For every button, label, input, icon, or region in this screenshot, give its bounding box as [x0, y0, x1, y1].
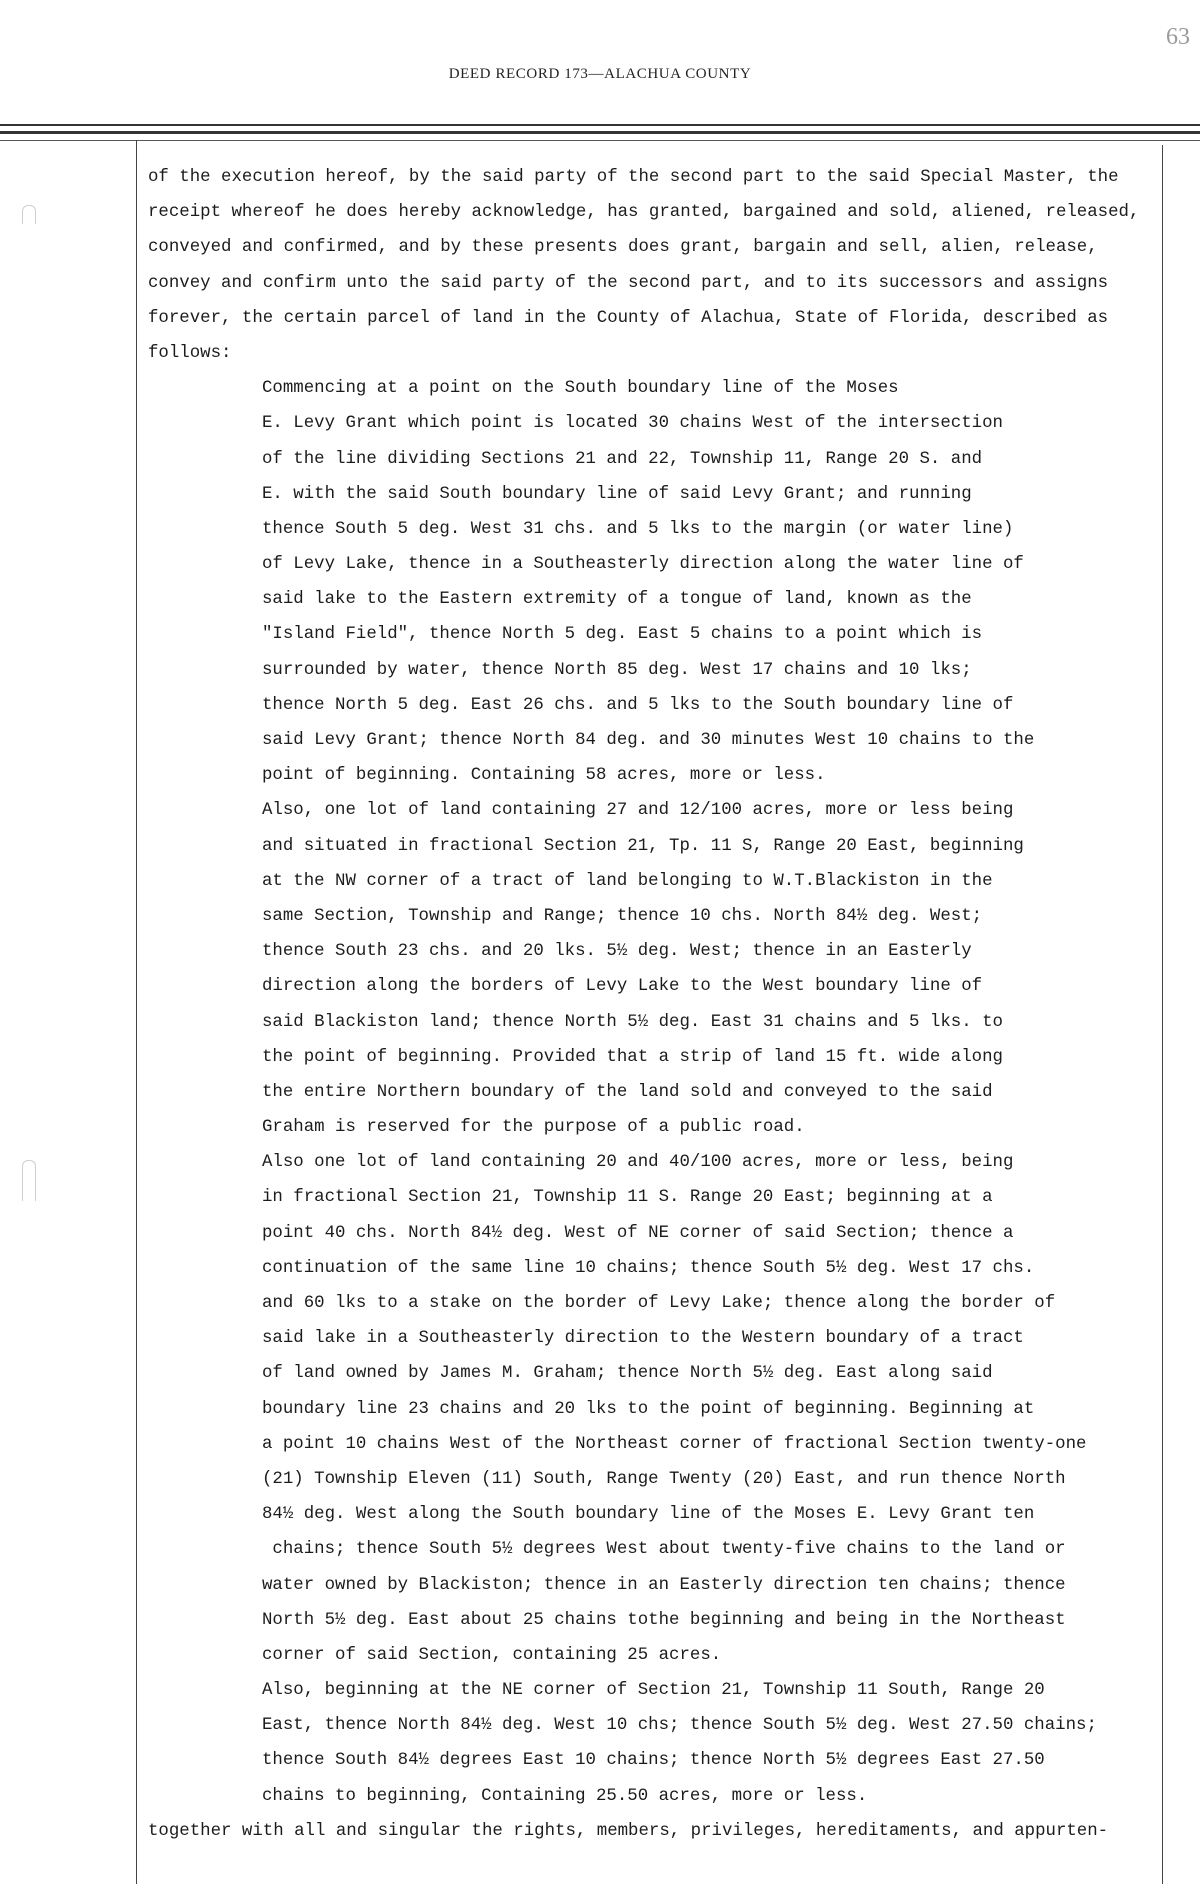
text-line: thence North 5 deg. East 26 chs. and 5 lks to the South boundary line of — [262, 695, 1014, 715]
text-line: said lake in a Southeasterly direction to the Western boundary of a tract — [262, 1329, 1024, 1349]
text-line: forever, the certain parcel of land in the County of Alachua, State of Florida, described as — [148, 308, 1109, 328]
text-line: of land owned by James M. Graham; thence North 5½ deg. East along said — [262, 1364, 993, 1384]
text-line: of the line dividing Sections 21 and 22, Township 11, Range 20 S. and — [262, 449, 983, 469]
text-line: Also one lot of land containing 20 and 40/100 acres, more or less, being — [262, 1153, 1014, 1173]
text-line: a point 10 chains West of the Northeast corner of fractional Section twenty-one — [262, 1434, 1087, 1454]
text-line: point 40 chs. North 84½ deg. West of NE corner of said Section; thence a — [262, 1223, 1014, 1243]
text-line: (21) Township Eleven (11) South, Range Twenty (20) East, and run thence North — [262, 1469, 1066, 1489]
text-line: E. Levy Grant which point is located 30 chains West of the intersection — [262, 414, 1003, 434]
text-line: 84½ deg. West along the South boundary line of the Moses E. Levy Grant ten — [262, 1505, 1035, 1525]
text-line: the entire Northern boundary of the land sold and conveyed to the said — [262, 1082, 993, 1102]
header-rule — [0, 124, 1200, 126]
text-line: convey and confirm unto the said party of the second part, and to its successors and assigns — [148, 273, 1109, 293]
text-line: said lake to the Eastern extremity of a tongue of land, known as the — [262, 590, 972, 610]
text-line: corner of said Section, containing 25 acres. — [262, 1645, 722, 1665]
page-header: DEED RECORD 173—ALACHUA COUNTY — [448, 66, 752, 82]
text-line: of Levy Lake, thence in a Southeasterly direction along the water line of — [262, 555, 1024, 575]
text-line: the point of beginning. Provided that a strip of land 15 ft. wide along — [262, 1047, 1003, 1067]
text-line: Also, beginning at the NE corner of Section 21, Township 11 South, Range 20 — [262, 1681, 1045, 1701]
text-line: East, thence North 84½ deg. West 10 chs; thence South 5½ deg. West 27.50 chains; — [262, 1716, 1097, 1736]
binding-hole-mark — [22, 205, 36, 224]
text-line: said Levy Grant; thence North 84 deg. and 30 minutes West 10 chains to the — [262, 731, 1035, 750]
text-line: North 5½ deg. East about 25 chains tothe beginning and being in the Northeast — [262, 1610, 1066, 1630]
text-line: thence South 23 chs. and 20 lks. 5½ deg. West; thence in an Easterly — [262, 942, 972, 962]
text-line: same Section, Township and Range; thence 10 chs. North 84½ deg. West; — [262, 906, 983, 926]
text-line: point of beginning. Containing 58 acres, more or less. — [262, 766, 826, 786]
text-line: Graham is reserved for the purpose of a public road. — [262, 1118, 805, 1138]
text-line: thence South 5 deg. West 31 chs. and 5 lks to the margin (or water line) — [262, 519, 1014, 539]
closing-line: together with all and singular the rights, members, privileges, hereditaments, and appurten- — [148, 1821, 1109, 1841]
text-line: chains; thence South 5½ degrees West about twenty-five chains to the land or — [262, 1540, 1066, 1560]
text-line: "Island Field", thence North 5 deg. East 5 chains to a point which is — [262, 625, 983, 645]
text-line: boundary line 23 chains and 20 lks to the point of beginning. Beginning at — [262, 1399, 1035, 1419]
text-line: surrounded by water, thence North 85 deg. West 17 chains and 10 lks; — [262, 660, 972, 680]
text-line: E. with the said South boundary line of said Levy Grant; and running — [262, 484, 972, 504]
text-line: Commencing at a point on the South boundary line of the Moses — [262, 379, 899, 399]
text-line: said Blackiston land; thence North 5½ deg. East 31 chains and 5 lks. to — [262, 1012, 1003, 1032]
text-line: water owned by Blackiston; thence in an Easterly direction ten chains; thence — [262, 1575, 1066, 1595]
text-line: direction along the borders of Levy Lake to the West boundary line of — [262, 977, 983, 997]
header-rule-double — [0, 131, 1200, 134]
header-rule-thin — [0, 140, 1200, 141]
page-number: 63 — [1166, 24, 1190, 50]
text-line: and situated in fractional Section 21, Tp. 11 S, Range 20 East, beginning — [262, 836, 1024, 856]
text-line: continuation of the same line 10 chains; thence South 5½ deg. West 17 chs. — [262, 1258, 1035, 1278]
text-line: receipt whereof he does hereby acknowledge, has granted, bargained and sold, aliened, released, — [148, 203, 1140, 223]
text-line: follows: — [148, 343, 232, 363]
text-line: of the execution hereof, by the said party of the second part to the said Special Master, the — [148, 168, 1119, 187]
text-line: thence South 84½ degrees East 10 chains; thence North 5½ degrees East 27.50 — [262, 1751, 1045, 1771]
text-line: at the NW corner of a tract of land belonging to W.T.Blackiston in the — [262, 871, 993, 891]
text-line: conveyed and confirmed, and by these presents does grant, bargain and sell, alien, release, — [148, 238, 1098, 258]
land-description — [148, 371, 1153, 1814]
deed-text — [148, 160, 1153, 1849]
text-line: Also, one lot of land containing 27 and 12/100 acres, more or less being — [262, 801, 1014, 821]
right-margin-rule — [1162, 145, 1163, 1884]
binding-hole-mark — [22, 1160, 36, 1201]
text-line: chains to beginning, Containing 25.50 acres, more or less. — [262, 1786, 868, 1806]
text-line: in fractional Section 21, Township 11 S. Range 20 East; beginning at a — [262, 1188, 993, 1208]
intro-paragraph — [148, 160, 1153, 371]
text-line: and 60 lks to a stake on the border of Levy Lake; thence along the border of — [262, 1294, 1056, 1313]
left-margin-rule — [136, 140, 137, 1884]
